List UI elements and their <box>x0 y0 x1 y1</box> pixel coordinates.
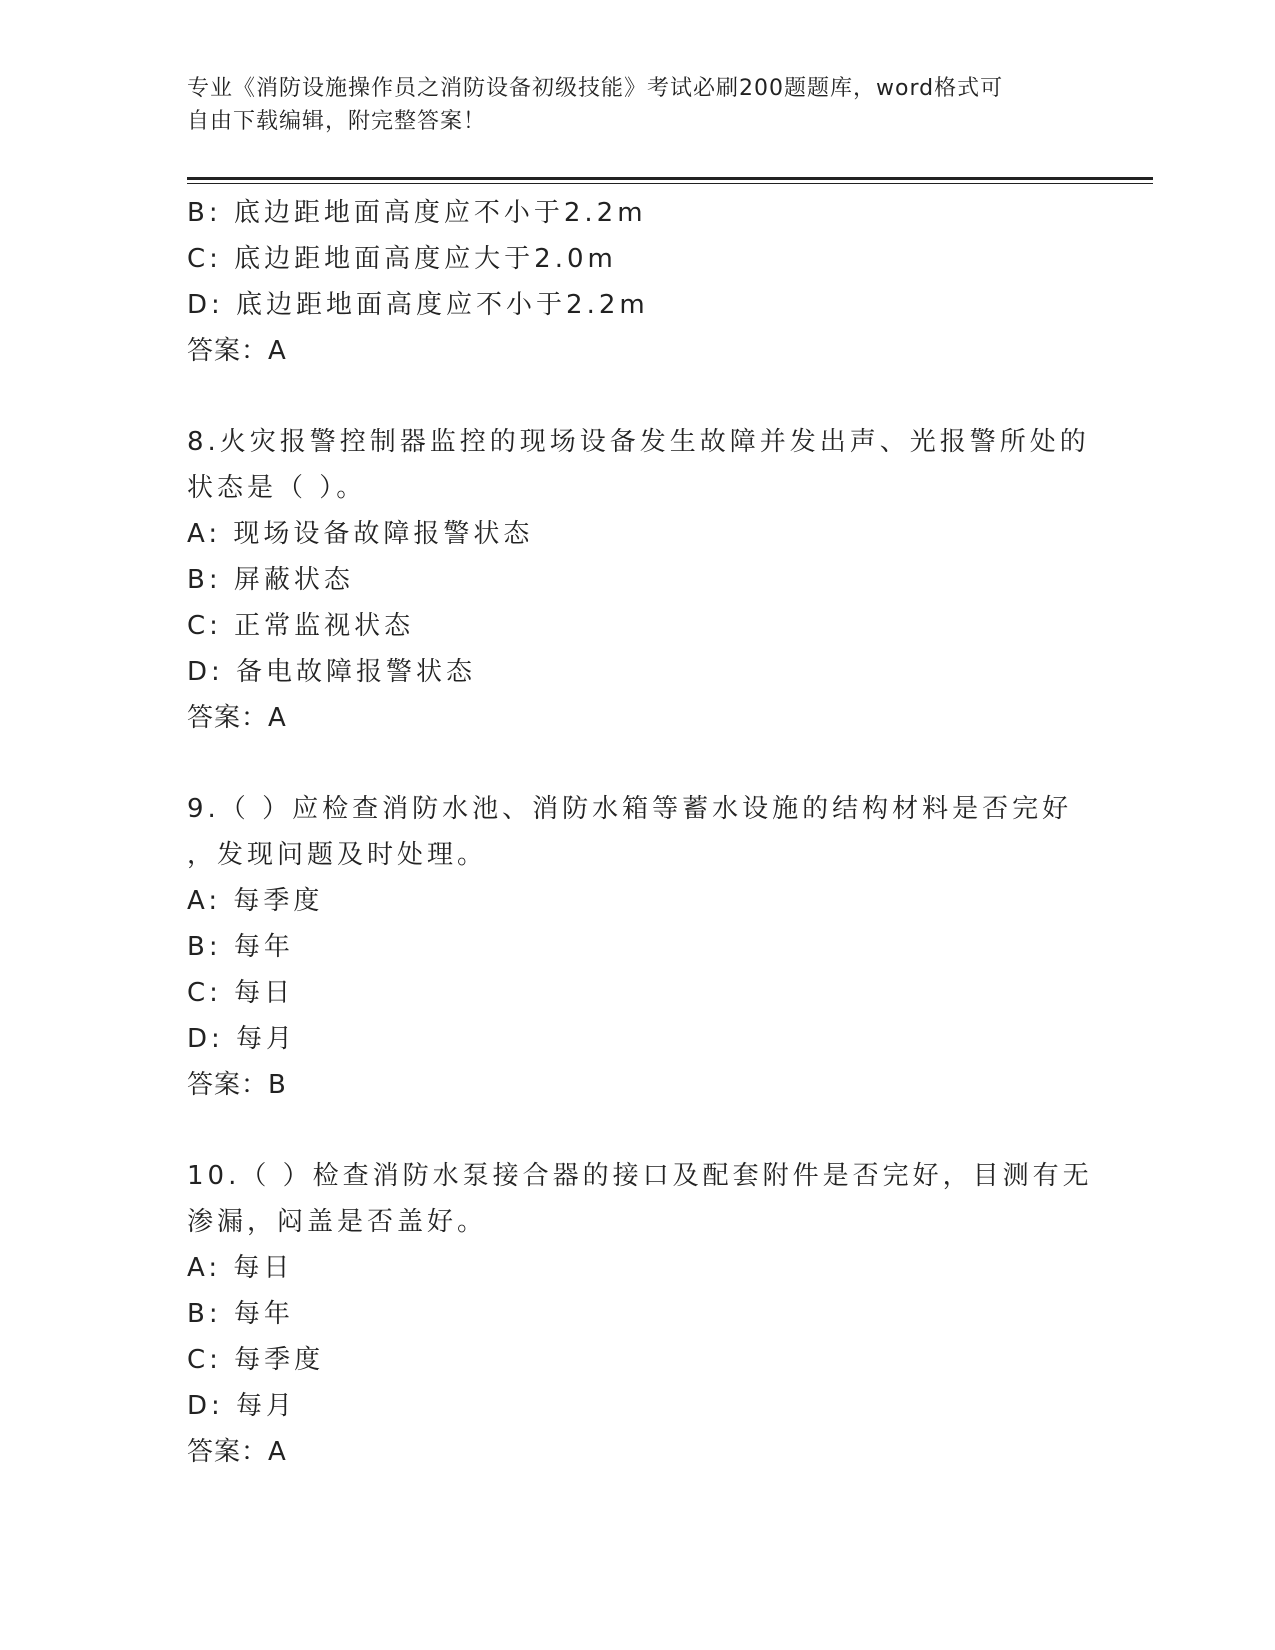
question-7-partial <box>187 190 1087 374</box>
option-c: C: 每季度 <box>187 1345 325 1375</box>
question-stem-line-2: 状态是（ ）。 <box>187 473 367 503</box>
option-a: A: 现场设备故障报警状态 <box>187 519 534 549</box>
option-d: D: 每月 <box>187 1024 297 1054</box>
header-divider-thick <box>187 177 1153 180</box>
answer-line: 答案：A <box>187 703 287 733</box>
option-b: B: 屏蔽状态 <box>187 565 354 595</box>
question-8 <box>187 419 1090 741</box>
option-b: B: 底边距地面高度应不小于2.2m <box>187 198 647 228</box>
question-stem-line-1: 8.火灾报警控制器监控的现场设备发生故障并发出声、光报警所处的 <box>187 427 1090 457</box>
option-d: D: 底边距地面高度应不小于2.2m <box>187 290 649 320</box>
option-c: C: 正常监视状态 <box>187 611 415 641</box>
option-b: B: 每年 <box>187 1299 294 1329</box>
option-a: A: 每季度 <box>187 886 324 916</box>
question-stem-line-1: 10.（ ）检查消防水泵接合器的接口及配套附件是否完好，目测有无 <box>187 1161 1093 1191</box>
option-b: B: 每年 <box>187 932 294 962</box>
question-stem-line-1: 9.（ ）应检查消防水池、消防水箱等蓄水设施的结构材料是否完好 <box>187 794 1073 824</box>
option-d: D: 备电故障报警状态 <box>187 657 477 687</box>
header-line-1: 专业《消防设施操作员之消防设备初级技能》考试必刷200题题库，word格式可 <box>187 76 1004 101</box>
question-stem-line-2: ，发现问题及时处理。 <box>187 840 488 870</box>
answer-line: 答案：A <box>187 1437 287 1467</box>
answer-line: 答案：A <box>187 336 287 366</box>
answer-line: 答案：B <box>187 1070 287 1100</box>
header-divider-thin <box>187 183 1153 184</box>
question-10 <box>187 1153 1093 1475</box>
header-line-2: 自由下载编辑，附完整答案！ <box>187 109 487 134</box>
question-9 <box>187 786 1087 1108</box>
document-header <box>187 72 1067 138</box>
option-c: C: 每日 <box>187 978 295 1008</box>
question-list <box>187 190 1093 1475</box>
question-stem-line-2: 渗漏，闷盖是否盖好。 <box>187 1207 488 1237</box>
option-c: C: 底边距地面高度应大于2.0m <box>187 244 617 274</box>
option-d: D: 每月 <box>187 1391 297 1421</box>
option-a: A: 每日 <box>187 1253 294 1283</box>
